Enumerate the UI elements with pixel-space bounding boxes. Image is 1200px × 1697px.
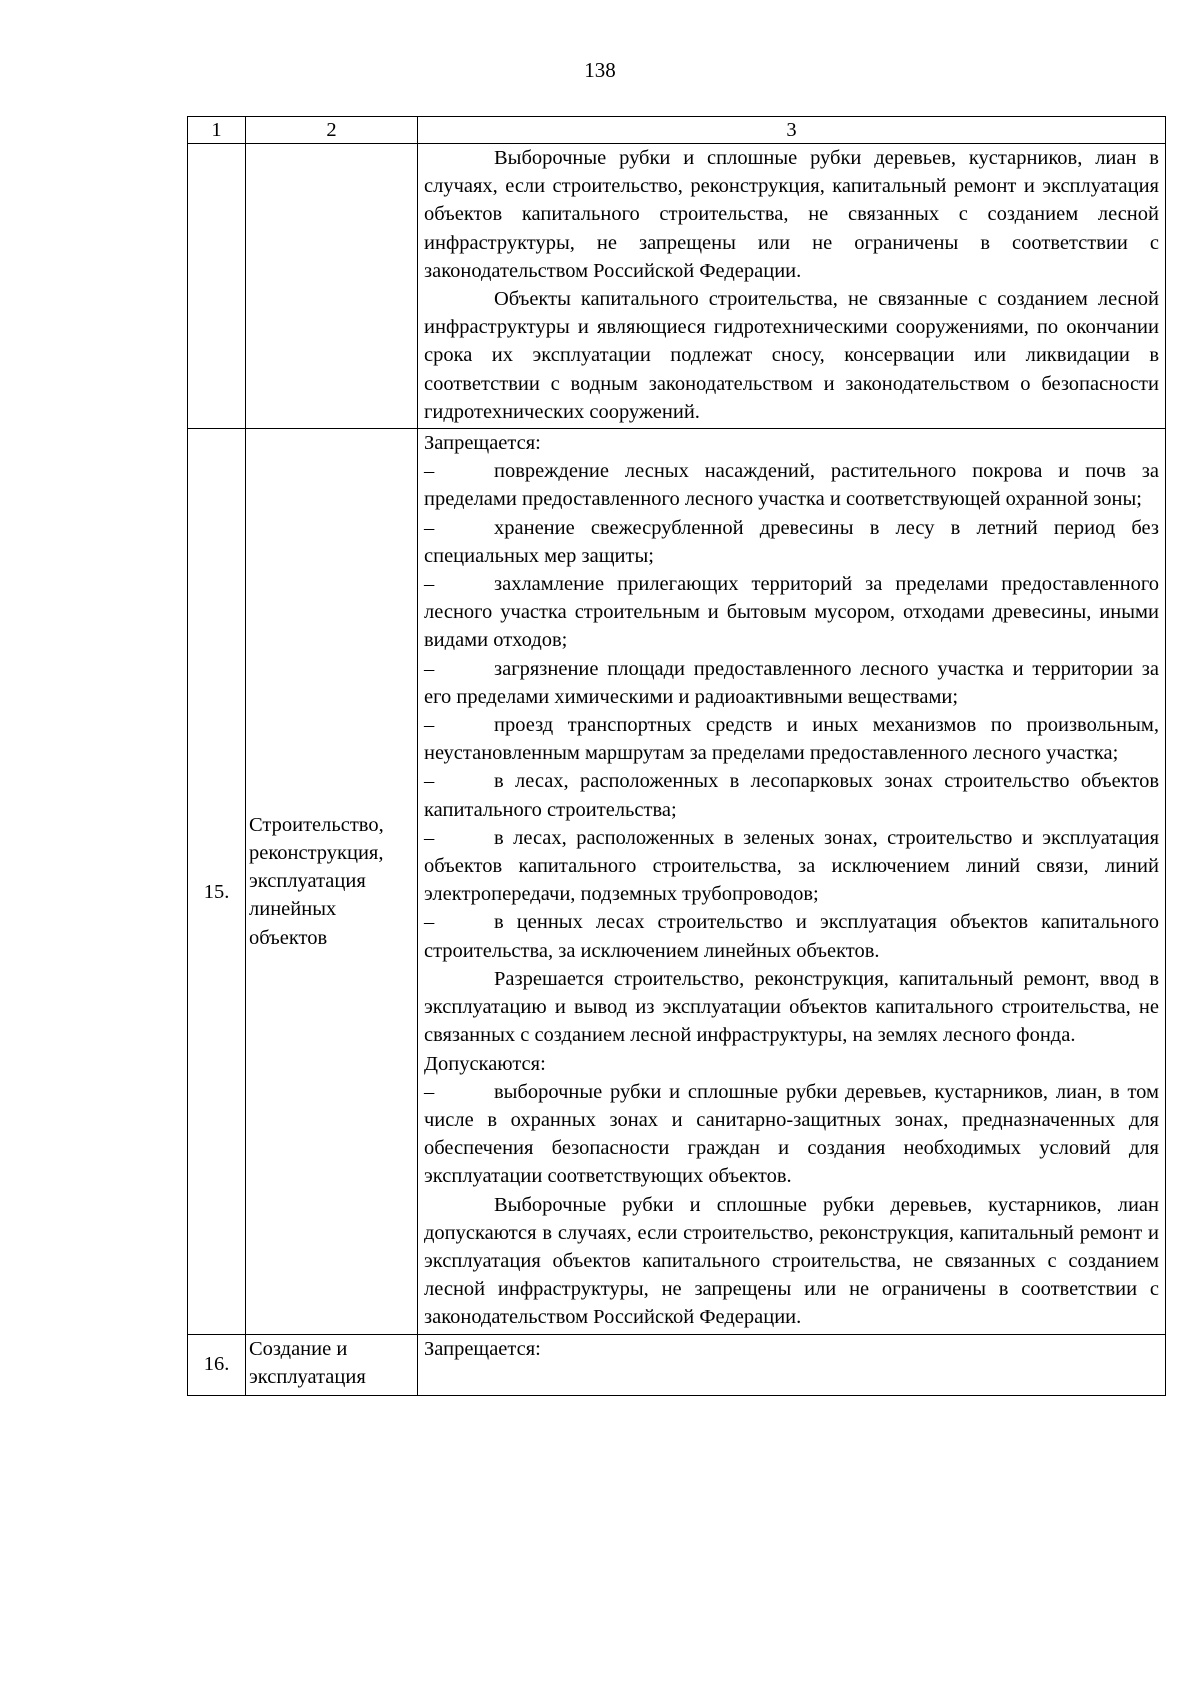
row-content <box>418 144 1166 429</box>
list-item <box>424 655 1159 711</box>
list-item-text: в ценных лесах строительство и эксплуатация объектов капитального строительства, за исключением линейных объектов. <box>424 911 1159 962</box>
list-item <box>424 767 1159 823</box>
list-item-text: в лесах, расположенных в лесопарковых зонах строительство объектов капитального строительства; <box>424 770 1159 821</box>
dash-marker: – <box>424 516 435 539</box>
paragraph: Запрещается: <box>424 432 541 455</box>
dash-marker: – <box>424 460 435 483</box>
list-item <box>424 908 1159 964</box>
list-item-text: выборочные рубки и сплошные рубки деревьев, кустарников, лиан, в том числе в охранных зонах и санитарно-защитных зонах, предназначенных для обеспечения безопасности граждан и создания необходимых условий для эксплуатации соответствующих объектов. <box>424 1080 1159 1188</box>
dash-marker: – <box>424 770 435 793</box>
row-title: Создание и эксплуатация <box>246 1334 418 1395</box>
table-row <box>188 429 1166 1335</box>
row-content <box>418 429 1166 1335</box>
list-item-text: повреждение лесных насаждений, растительного покрова и почв за пределами предоставленного лесного участка и соответствующей охранной зоны; <box>424 460 1159 511</box>
regulations-table <box>187 116 1166 1396</box>
list-item <box>424 457 1159 513</box>
list-item <box>424 824 1159 909</box>
table-row <box>188 1334 1166 1395</box>
list-item-text: проезд транспортных средств и иных механизмов по произвольным, неустановленным маршрутам за пределами предоставленного лесного участка; <box>424 714 1159 765</box>
paragraph: Запрещается: <box>424 1337 541 1360</box>
list-item <box>424 570 1159 655</box>
paragraph: Разрешается строительство, реконструкция, капитальный ремонт, ввод в эксплуатацию и вывод из эксплуатации объектов капитального строительства, не связанных с созданием лесной инфраструктуры, на землях лесного фонда. <box>424 967 1159 1047</box>
list-item-text: хранение свежесрубленной древесины в лесу в летний период без специальных мер защиты; <box>424 516 1159 567</box>
column-header-1: 1 <box>188 117 246 144</box>
row-title: Строительство, реконструкция, эксплуатация линейных объектов <box>246 429 418 1335</box>
row-title <box>246 144 418 429</box>
dash-marker: – <box>424 826 435 849</box>
column-header-2: 2 <box>246 117 418 144</box>
paragraph: Объекты капитального строительства, не связанные с созданием лесной инфраструктуры и являющиеся гидротехническими сооружениями, по окончании срока их эксплуатации подлежат сносу, консервации или ликвидации в соответствии с водным законодательством и законодательством о безопасности гидротехнических сооружений. <box>424 288 1159 423</box>
row-number <box>188 144 246 429</box>
dash-marker: – <box>424 573 435 596</box>
list-item <box>424 514 1159 570</box>
paragraph: Выборочные рубки и сплошные рубки деревьев, кустарников, лиан в случаях, если строительство, реконструкция, капитальный ремонт и эксплуатация объектов капитального строительства, не связанных с созданием лесной инфраструктуры, не запрещены или не ограничены в соответствии с законодательством Российской Федерации. <box>424 147 1159 282</box>
table-row <box>188 144 1166 429</box>
dash-marker: – <box>424 714 435 737</box>
row-number: 15. <box>188 429 246 1335</box>
column-header-3: 3 <box>418 117 1166 144</box>
list-item-text: загрязнение площади предоставленного лесного участка и территории за его пределами химическими и радиоактивными веществами; <box>424 657 1159 708</box>
table-header-row <box>188 117 1166 144</box>
dash-marker: – <box>424 1080 435 1103</box>
row-content <box>418 1334 1166 1395</box>
list-item-text: захламление прилегающих территорий за пределами предоставленного лесного участка строительным и бытовым мусором, отходами древесины, иными видами отходов; <box>424 573 1159 652</box>
list-item <box>424 711 1159 767</box>
list-item <box>424 1078 1159 1191</box>
dash-marker: – <box>424 657 435 680</box>
dash-marker: – <box>424 911 435 934</box>
row-number: 16. <box>188 1334 246 1395</box>
list-item-text: в лесах, расположенных в зеленых зонах, строительство и эксплуатация объектов капитального строительства, за исключением линий связи, линий электропередачи, подземных трубопроводов; <box>424 826 1159 906</box>
page-number: 138 <box>584 58 616 82</box>
paragraph: Допускаются: <box>424 1052 546 1075</box>
paragraph: Выборочные рубки и сплошные рубки деревьев, кустарников, лиан допускаются в случаях, если строительство, реконструкция, капитальный ремонт и эксплуатация объектов капитального строительства, не связанных с созданием лесной инфраструктуры, не запрещены или не ограничены в соответствии с законодательством Российской Федерации. <box>424 1193 1159 1329</box>
